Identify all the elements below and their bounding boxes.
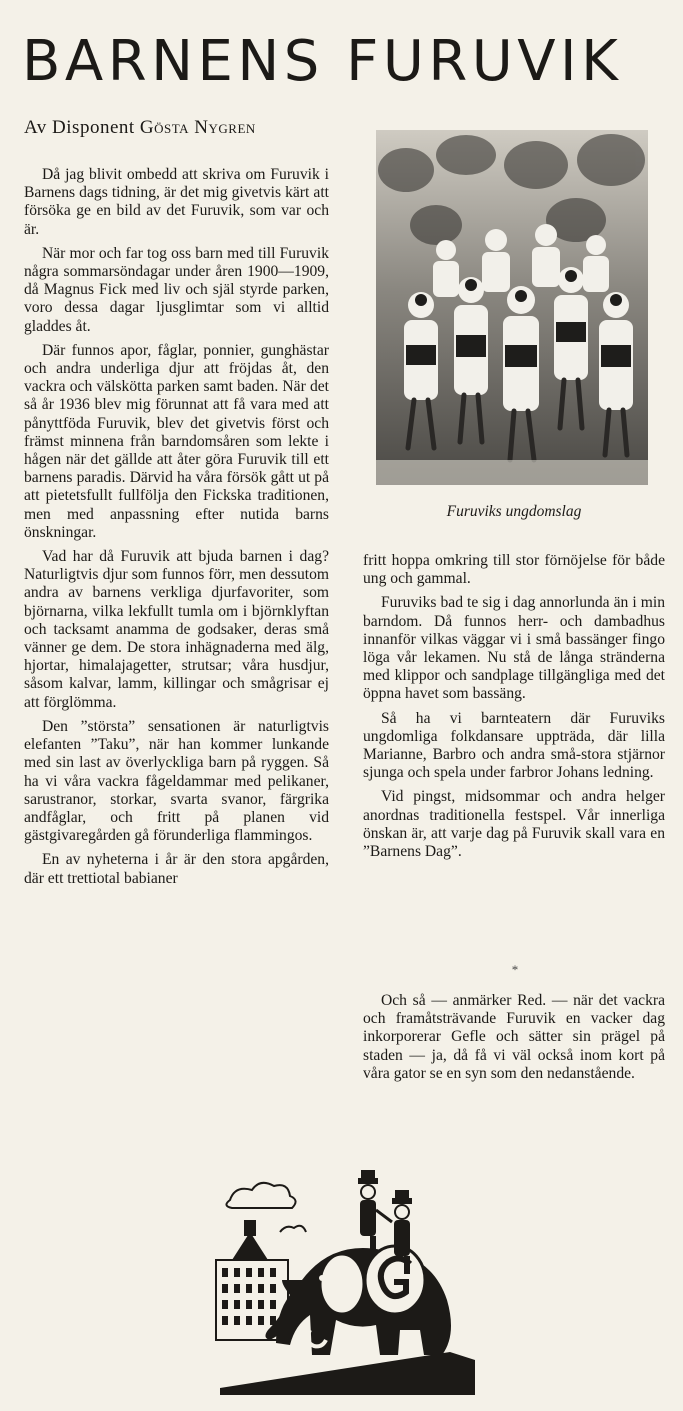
paragraph: En av nyheterna i år är den stora apgården, där ett trettiotal babianer xyxy=(24,851,329,887)
photo-illustration xyxy=(376,130,648,485)
left-column xyxy=(24,166,329,894)
paragraph: Vid pingst, midsommar och andra helger anordnas traditionella festspel. Vår innerliga önskan är, att varje dag på Furuvik skall vara en ”Barnens Dag”. xyxy=(363,788,665,861)
paragraph: Där funnos apor, fåglar, ponnier, gunghästar och andra underliga djur att fröjdas åt, den vackra och välskötta parken samt baden. När det så år 1936 blev mig förunnat att få vara med att pånyttföda Furuvik, blev det givetvis först och främst minnena från barndomsåren som lekte i hågen när det gällde att åter göra Furuvik till ett barnens paradis. Därvid ha våra försök gått ut på att pietetsfullt fullfölja den Fickska traditionen, men med anpassning efter nutida barns önskningar. xyxy=(24,341,329,541)
byline xyxy=(24,116,359,140)
paragraph: Furuviks bad te sig i dag annorlunda än i min barndom. Då funnos herr- och dambadhus innanför vilkas väggar vi i små bassänger fingo löga vår lekamen. Nu stå de långa stränderna med klippor och sandplage tillgängliga med det öppna havet som bassäng. xyxy=(363,594,665,703)
editor-note: Och så — anmärker Red. — när det vackra och framåtsträvande Furuvik en vacker dag inkorporerar Gefle och sätter sin prägel på staden — ja, då få vi väl också inom kort på våra gator se en syn som den nedanstående. xyxy=(363,992,665,1082)
elephant-cartoon xyxy=(210,1160,480,1395)
paragraph: Den ”största” sensationen är naturligtvis elefanten ”Taku”, när han kommer lunkande med sin last av överlyckliga barn på ryggen. Så ha vi våra vackra fågeldammar med pelikaner, sarustranor, storkar, svarta svanor, färgrika andfåglar, och fritt på planen vid gästgivaregården gå förunderliga flammingos. xyxy=(24,717,329,845)
byline-prefix: Av Disponent xyxy=(24,117,135,138)
photo-caption: Furuviks ungdomslag xyxy=(446,503,582,520)
paragraph: Vad har då Furuvik att bjuda barnen i dag? Naturligtvis djur som funnos förr, men dessutom andra av barnens verkliga djurfavoriter, som björnarna, vilka lekfullt tumla om i björnklyftan och tacksamt anamma de godsaker, deras små vänner ge dem. De stora inhägnaderna med älg, hjortar, himalajagetter, strutsar; våra husdjur, såsom kalvar, lamm, killingar och smågrisar ej att förglömma. xyxy=(24,548,329,711)
author-name: Gösta Nygren xyxy=(139,117,256,138)
youth-group-photo xyxy=(376,130,648,485)
section-separator: * xyxy=(511,962,519,977)
elephant-illustration xyxy=(210,1160,480,1395)
editor-note-block xyxy=(363,992,665,1089)
right-column xyxy=(363,552,665,867)
paragraph: fritt hoppa omkring till stor förnöjelse för både ung och gammal. xyxy=(363,552,665,588)
paragraph: När mor och far tog oss barn med till Furuvik några sommarsöndagar under åren 1900—1909, då Magnus Fick med liv och själ styrde parken, voro dessa dagar ljusglimtar som vi alltid gladdes åt. xyxy=(24,244,329,335)
paragraph: Så ha vi barnteatern där Furuviks ungdomliga folkdansare uppträda, där lilla Marianne, Barbro och andra små-stora stjärnor sjunga och spela under farbror Johans ledning. xyxy=(363,709,665,782)
article-title: BARNENS FURUVIK xyxy=(22,29,623,94)
paragraph: Då jag blivit ombedd att skriva om Furuvik i Barnens dags tidning, är det mig givetvis kärt att försöka ge en bild av det Furuvik, som var och är. xyxy=(24,166,329,238)
